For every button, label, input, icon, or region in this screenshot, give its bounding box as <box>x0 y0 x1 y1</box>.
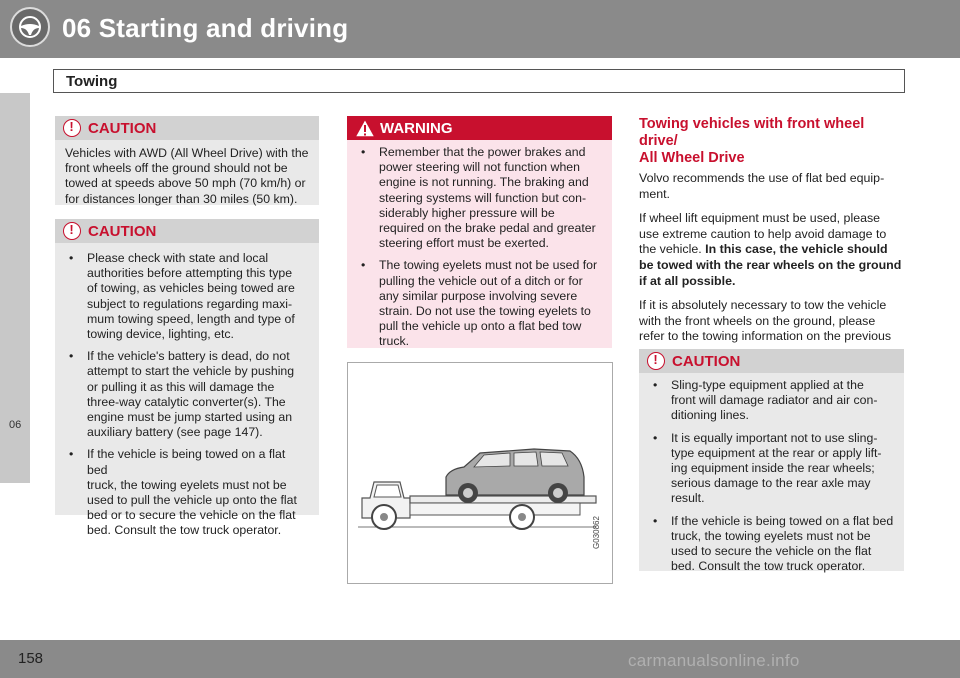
section-heading <box>639 116 907 167</box>
caution-box-right <box>639 349 904 574</box>
text-line: with the front wheels on the ground, please <box>639 313 876 328</box>
text-line: ditioning lines. <box>671 408 749 423</box>
flatbed-truck-drawing <box>348 363 612 583</box>
heading-line: All Wheel Drive <box>639 150 745 166</box>
bullet-item <box>649 378 894 424</box>
text-line: power steering will not function when <box>379 160 580 175</box>
heading-line: Towing vehicles with front wheel drive/ <box>639 116 865 149</box>
bullet-symbol: • <box>69 349 74 364</box>
text-line: required on the brake pedal and greater <box>379 221 596 236</box>
bullet-item <box>65 447 309 538</box>
bullet-symbol: • <box>361 145 366 159</box>
text-line: type equipment at the rear or apply lift- <box>671 445 882 460</box>
bullet-item <box>357 145 602 251</box>
exclamation-icon <box>647 352 665 370</box>
text-line: engine is not running. The braking and <box>379 175 589 190</box>
text-line: or pulling it as this will damage the <box>87 379 275 394</box>
bullet-item <box>649 514 894 575</box>
text-line: towing device, lighting, etc. <box>87 327 234 342</box>
bullet-item <box>65 349 309 440</box>
caution-heading: CAUTION <box>672 353 741 370</box>
text-line: authorities before attempting this type <box>87 266 293 281</box>
bullet-item <box>65 251 309 342</box>
warning-triangle-icon <box>354 118 376 138</box>
paragraph <box>639 211 907 289</box>
text-line: If wheel lift equipment must be used, please <box>639 211 881 226</box>
text-line: three-way catalytic converter(s). The <box>87 394 286 409</box>
text-line: use extreme caution to help avoid damage to <box>639 226 887 241</box>
text-line: front wheels off the ground should not be <box>65 161 288 176</box>
text-line: bed. Consult the tow truck operator. <box>671 559 866 574</box>
text-line: If the vehicle's battery is dead, do not <box>87 349 290 364</box>
section-bar <box>53 69 905 93</box>
steering-wheel-icon <box>10 7 50 47</box>
tow-truck-illustration <box>347 362 613 584</box>
text-line: front will damage radiator and air con- <box>671 393 878 408</box>
text-line: Vehicles with AWD (All Wheel Drive) with the <box>65 146 309 160</box>
text-line: attempt to start the vehicle by pushing <box>87 364 295 379</box>
text-line: bed. Consult the tow truck operator. <box>87 523 282 538</box>
bold-text: if at all possible. <box>639 273 736 288</box>
text-line: If it is absolutely necessary to tow the vehicle <box>639 298 887 313</box>
text-line: for distances longer than 30 miles (50 km). <box>65 191 298 206</box>
warning-bullets <box>347 140 612 358</box>
text-line: truck, the towing eyelets must not be <box>671 528 871 543</box>
text-line: truck, the towing eyelets must not be <box>87 477 287 492</box>
text-line: truck. <box>379 334 410 349</box>
text-line: Please check with state and local <box>87 251 269 265</box>
bullet-item <box>649 431 894 507</box>
text-line: any similar purpose involving severe <box>379 288 578 303</box>
caution-header <box>639 349 904 373</box>
exclamation-icon <box>63 119 81 137</box>
text-line: It is equally important not to use sling- <box>671 430 878 445</box>
caution-bullets <box>55 243 319 547</box>
bullet-symbol: • <box>361 258 366 273</box>
bullet-symbol: • <box>69 251 74 265</box>
text-line: bed or to secure the vehicle on the flat <box>87 508 296 523</box>
chapter-title: 06 Starting and driving <box>62 13 349 43</box>
section-title: Towing <box>66 73 118 90</box>
page-number: 158 <box>18 650 44 667</box>
text-line: serious damage to the rear axle may <box>671 476 871 491</box>
text-line: of towing, as vehicles being towed are <box>87 281 295 296</box>
text-line: steering systems will function but con- <box>379 190 587 205</box>
bullet-symbol: • <box>653 513 658 528</box>
bullet-symbol: • <box>69 447 74 462</box>
warning-header <box>347 116 612 140</box>
exclamation-icon <box>63 222 81 240</box>
text-line: The towing eyelets must not be used for <box>379 258 598 273</box>
page-footer <box>0 640 960 678</box>
text-line: If the vehicle is being towed on a flat bed <box>87 447 286 477</box>
text-line: steering effort must be exerted. <box>379 236 549 251</box>
bold-text: In this case, the vehicle should <box>705 242 888 257</box>
caution-header <box>55 116 319 140</box>
text-line: mum towing speed, length and type of <box>87 311 295 326</box>
text-line: ment. <box>639 186 670 201</box>
text-line: If the vehicle is being towed on a flat bed <box>671 513 894 528</box>
warning-heading: WARNING <box>380 120 453 137</box>
text-line: siderably higher pressure will be <box>379 205 555 220</box>
bullet-symbol: • <box>653 378 658 392</box>
text-line: result. <box>671 491 705 506</box>
text-line: pulling the vehicle out of a ditch or for <box>379 273 583 288</box>
illustration-code: G030862 <box>592 516 601 549</box>
caution-box-awd <box>55 116 319 205</box>
text-line: towed at speeds above 50 mph (70 km/h) or <box>65 176 306 191</box>
caution-box-main <box>55 219 319 538</box>
text-line: used to secure the vehicle on the flat <box>671 544 872 559</box>
warning-box <box>347 116 612 348</box>
caution-heading: CAUTION <box>88 223 157 240</box>
caution-text <box>55 140 319 215</box>
right-column <box>639 116 907 370</box>
bullet-item <box>357 258 602 349</box>
text-line: pull the vehicle up onto a flat bed tow <box>379 319 582 334</box>
text-line: Volvo recommends the use of flat bed equip- <box>639 171 885 185</box>
text-line: Sling-type equipment applied at the <box>671 378 864 392</box>
text-line: auxiliary battery (see page 147). <box>87 425 263 440</box>
caution-heading: CAUTION <box>88 120 157 137</box>
text-line: engine must be jump started using an <box>87 410 293 425</box>
text-line: ing equipment inside the rear wheels; <box>671 461 875 476</box>
caution-bullets <box>639 373 904 582</box>
text-line: used to pull the vehicle up onto the flat <box>87 493 297 508</box>
caution-header <box>55 219 319 243</box>
bullet-symbol: • <box>653 430 658 445</box>
bold-text: be towed with the rear wheels on the ground <box>639 257 902 272</box>
side-tab-label: 06 <box>9 419 22 431</box>
text-line: refer to the towing information on the previous <box>639 329 892 344</box>
text-line: the vehicle. <box>639 242 702 257</box>
paragraph <box>639 171 907 202</box>
chapter-header <box>0 0 960 58</box>
text-line: strain. Do not use the towing eyelets to <box>379 304 591 319</box>
watermark-text: carmanualsonline.info <box>628 651 800 670</box>
text-line: subject to regulations regarding maxi- <box>87 296 293 311</box>
text-line: Remember that the power brakes and <box>379 145 586 159</box>
